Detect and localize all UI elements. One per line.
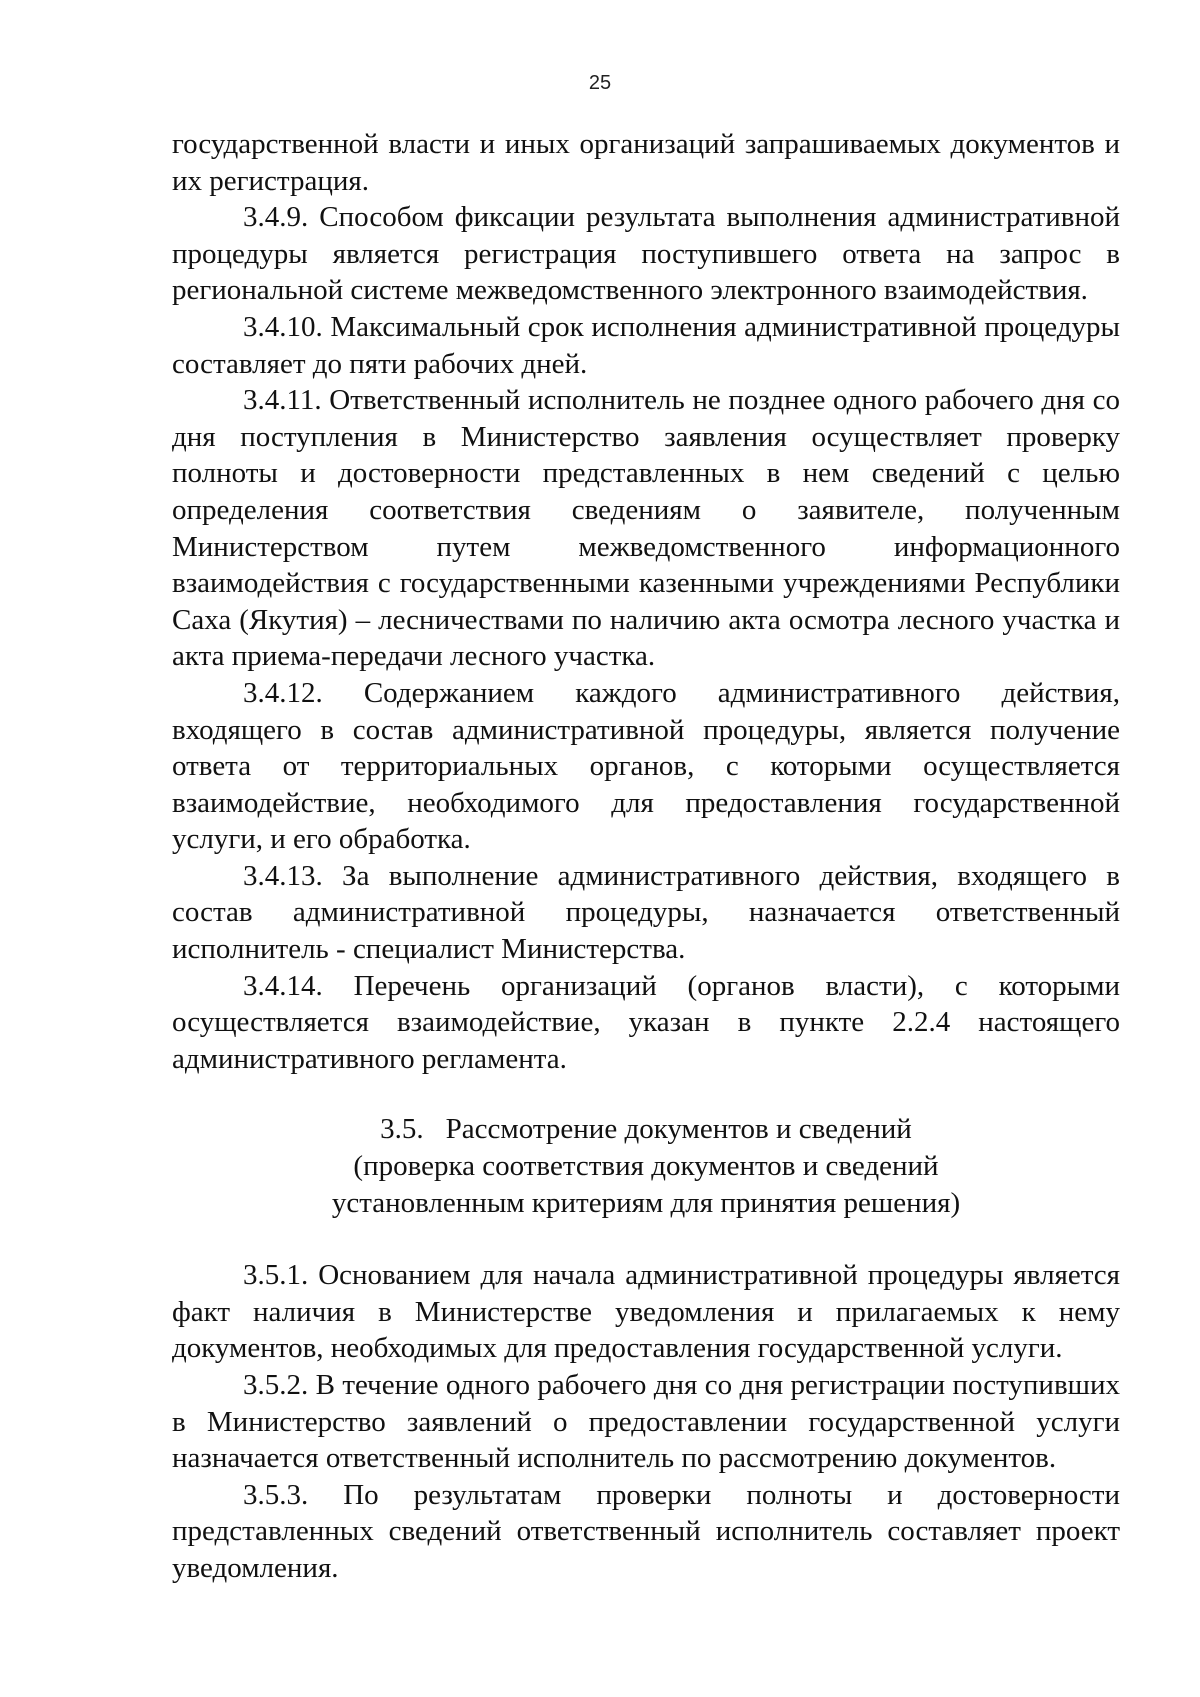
paragraph-3-4-10: 3.4.10. Максимальный срок исполнения административной процедуры составляет до пяти рабочих дней. [172, 310, 1120, 380]
section-heading-line-2: (проверка соответствия документов и сведений [353, 1150, 939, 1183]
page-number: 25 [588, 72, 612, 94]
paragraph-3-4-11: 3.4.11. Ответственный исполнитель не позднее одного рабочего дня со дня поступления в Министерство заявления осуществляет проверку полноты и достоверности представленных в нем сведений с целью определения соответствия сведениям о заявителе, полученным Министерством путем межведомственного информационного взаимодействия с государственными казенными учреждениями Республики Саха (Якутия) – лесничествами по наличию акта осмотра лесного участка и акта приема-передачи лесного участка. [172, 384, 1120, 673]
paragraph-3-4-14: 3.4.14. Перечень организаций (органов власти), с которыми осуществляется взаимодействие, указан в пункте 2.2.4 настоящего административного регламента. [172, 969, 1120, 1075]
section-heading-line-3: установленным критериям для принятия решения) [331, 1186, 961, 1219]
paragraph-3-5-3: 3.5.3. По результатам проверки полноты и достоверности представленных сведений ответственный исполнитель составляет проект уведомления. [172, 1478, 1120, 1584]
section-title: Рассмотрение документов и сведений [445, 1113, 912, 1146]
paragraph-3-5-1: 3.5.1. Основанием для начала административной процедуры является факт наличия в Министерстве уведомления и прилагаемых к нему документов, необходимых для предоставления государственной услуги. [172, 1259, 1120, 1365]
paragraph-3-4-12: 3.4.12. Содержанием каждого административного действия, входящего в состав административной процедуры, является получение ответа от территориальных органов, с которыми осуществляется взаимодействие, необходимого для предоставления государственной услуги, и его обработка. [172, 676, 1120, 856]
paragraph-3-4-9: 3.4.9. Способом фиксации результата выполнения административной процедуры является регистрация поступившего ответа на запрос в региональной системе межведомственного электронного взаимодействия. [172, 201, 1120, 307]
section-heading-line-1 [172, 1111, 1120, 1148]
paragraph-3-4-13: 3.4.13. За выполнение административного действия, входящего в состав административной процедуры, назначается ответственный исполнитель - специалист Министерства. [172, 859, 1120, 966]
section-heading-3-5 [172, 1111, 1120, 1221]
section-number: 3.5. [380, 1113, 424, 1146]
paragraph-3-5-2: 3.5.2. В течение одного рабочего дня со дня регистрации поступивших в Министерство заявлений о предоставлении государственной услуги назначается ответственный исполнитель по рассмотрению документов. [172, 1369, 1120, 1475]
document-body [172, 126, 1120, 1587]
paragraph-continuation: государственной власти и иных организаций запрашиваемых документов и их регистрация. [172, 128, 1120, 197]
